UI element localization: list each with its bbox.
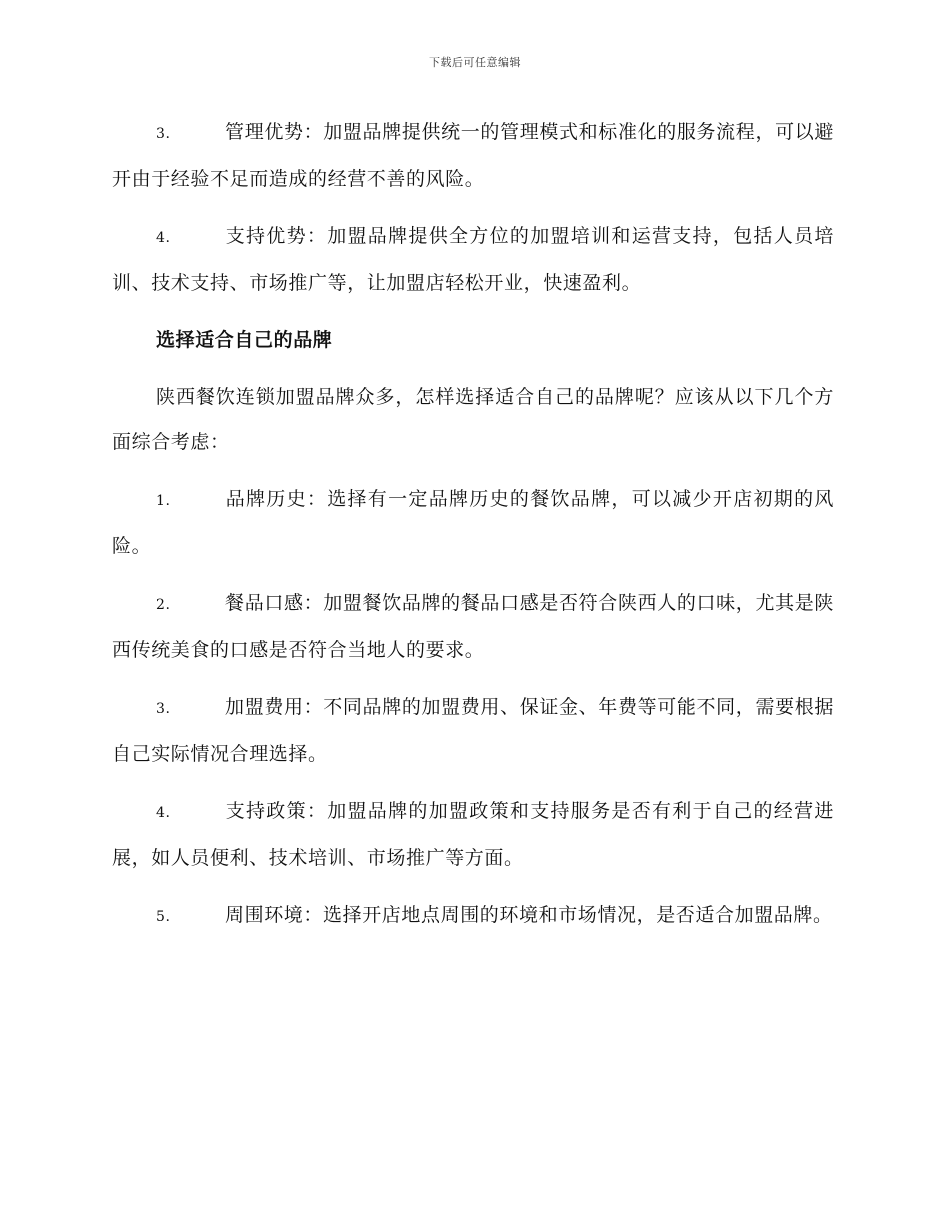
list-text: 支持政策：加盟品牌的加盟政策和支持服务是否有利于自己的经营进展，如人员便利、技术培训、市场推广等方面。 bbox=[112, 800, 834, 869]
list-number: 3. bbox=[156, 126, 171, 142]
criteria-item bbox=[112, 893, 834, 940]
list-text: 品牌历史：选择有一定品牌历史的餐饮品牌，可以减少开店初期的风险。 bbox=[112, 488, 834, 557]
section-heading: 选择适合自己的品牌 bbox=[156, 329, 333, 351]
criteria-item bbox=[112, 789, 834, 881]
list-text: 支持优势：加盟品牌提供全方位的加盟培训和运营支持，包括人员培训、技术支持、市场推广等，让加盟店轻松开业，快速盈利。 bbox=[112, 225, 834, 294]
advantage-item bbox=[112, 214, 834, 306]
list-text: 加盟费用：不同品牌的加盟费用、保证金、年费等可能不同，需要根据自己实际情况合理选择。 bbox=[112, 696, 834, 765]
document-body bbox=[112, 110, 834, 952]
list-number: 4. bbox=[156, 230, 171, 246]
criteria-item bbox=[112, 477, 834, 569]
criteria-item bbox=[112, 685, 834, 777]
list-text: 周围环境：选择开店地点周围的环境和市场情况，是否适合加盟品牌。 bbox=[225, 904, 833, 926]
list-text: 管理优势：加盟品牌提供统一的管理模式和标准化的服务流程，可以避开由于经验不足而造成的经营不善的风险。 bbox=[112, 121, 834, 190]
list-number: 4. bbox=[156, 805, 171, 821]
advantage-item bbox=[112, 110, 834, 202]
page-header: 下载后可任意编辑 bbox=[429, 56, 521, 69]
section-intro: 陕西餐饮连锁加盟品牌众多，怎样选择适合自己的品牌呢？应该从以下几个方面综合考虑： bbox=[112, 386, 834, 453]
list-number: 2. bbox=[156, 597, 171, 613]
list-number: 5. bbox=[156, 909, 171, 925]
list-number: 1. bbox=[156, 493, 171, 509]
list-number: 3. bbox=[156, 701, 171, 717]
list-text: 餐品口感：加盟餐饮品牌的餐品口感是否符合陕西人的口味，尤其是陕西传统美食的口感是否符合当地人的要求。 bbox=[112, 592, 834, 661]
criteria-item bbox=[112, 581, 834, 673]
